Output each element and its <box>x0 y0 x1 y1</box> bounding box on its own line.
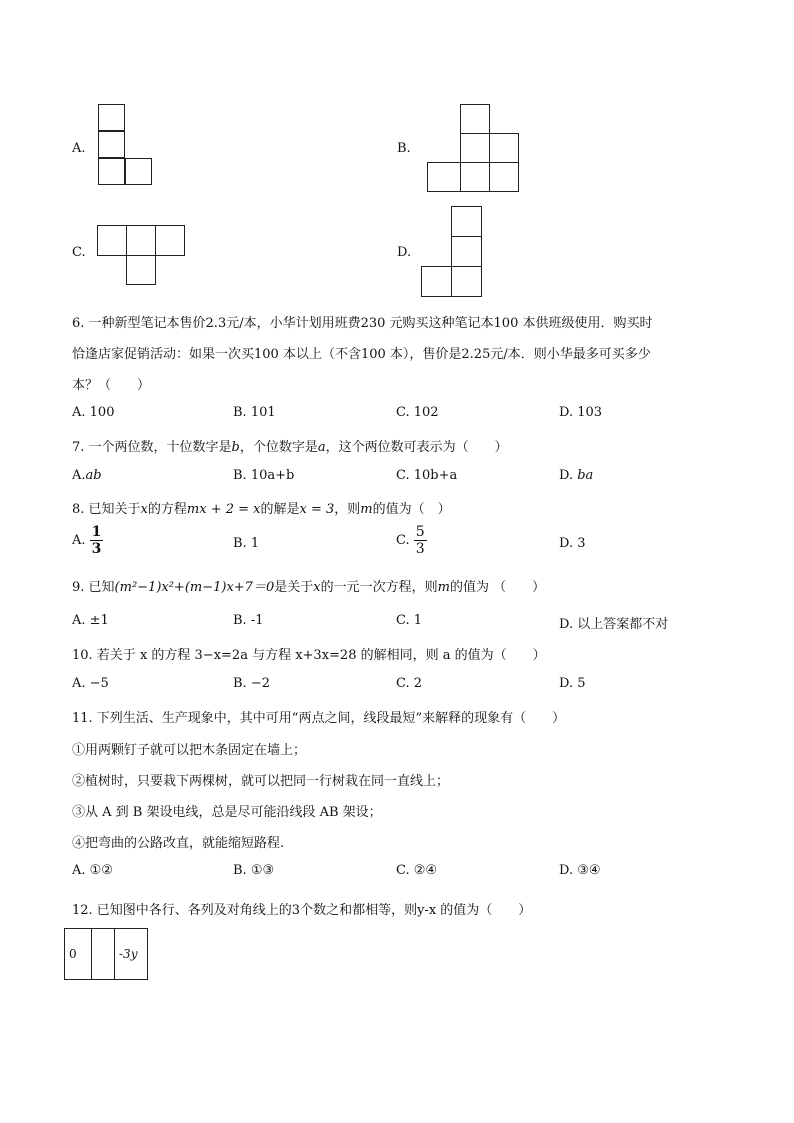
net-square <box>451 266 482 297</box>
question-12-stem: 12. 已知图中各行、各列及对角线上的3个数之和都相等，则y-x 的值为（ ） <box>72 903 532 918</box>
net-square <box>98 158 125 185</box>
option-a: A. −5 <box>72 676 109 691</box>
option-c: C. 1 <box>396 613 423 628</box>
option-a: A. ±1 <box>72 613 109 628</box>
option-value: ba <box>577 468 594 483</box>
option-b: B. 101 <box>233 405 276 420</box>
net-square <box>97 225 127 256</box>
grid-cell: -3y <box>115 929 148 980</box>
option-c: C. ②④ <box>396 863 438 878</box>
stem-text: ，个位数字是 <box>239 440 318 455</box>
option-d <box>559 468 593 483</box>
solution: x = 3 <box>299 502 335 517</box>
net-square <box>155 225 185 256</box>
option-prefix: A. <box>72 468 86 483</box>
net-square <box>126 255 156 285</box>
option-c: C. 2 <box>396 676 423 691</box>
variable-m: m <box>437 580 450 595</box>
option-label-c: C. <box>72 245 86 260</box>
stem-text: 8. 已知关于 <box>72 502 141 517</box>
option-d: D. 3 <box>559 536 586 551</box>
option-a: A. 100 <box>72 405 115 420</box>
net-square <box>451 206 482 237</box>
net-square <box>489 162 519 192</box>
question-9-stem <box>72 576 545 595</box>
grid-row <box>65 929 148 980</box>
option-label-d: D. <box>397 245 412 260</box>
statement-4: ④把弯曲的公路改直，就能缩短路程. <box>72 836 285 851</box>
statement-1: ①用两颗钉子就可以把木条固定在墙上； <box>72 743 307 758</box>
variable-x: x <box>313 580 321 595</box>
option-b: B. −2 <box>233 676 270 691</box>
stem-text: 的一元一次方程，则 <box>320 580 438 595</box>
stem-text: 的方程 <box>147 502 187 517</box>
option-label-b: B. <box>397 141 411 156</box>
net-square <box>421 266 452 297</box>
fraction <box>414 524 427 557</box>
option-d: D. 以上答案都不对 <box>559 617 669 632</box>
stem-text: ，则 <box>334 502 361 517</box>
variable-a: a <box>317 440 326 455</box>
equation: (m²−1)x²+(m−1)x+7＝0 <box>114 580 275 595</box>
grid-cell: 0 <box>65 929 92 980</box>
option-value: ab <box>85 468 102 483</box>
net-square <box>125 158 152 185</box>
option-prefix: A. <box>72 533 86 548</box>
equation: mx + 2 = x <box>186 502 261 517</box>
question-7-stem <box>72 436 508 455</box>
variable-x: x <box>140 502 148 517</box>
option-prefix: D. <box>559 468 574 483</box>
net-square <box>489 133 519 163</box>
net-square <box>98 104 125 131</box>
stem-text: 的解是 <box>260 502 300 517</box>
denominator: 3 <box>91 541 102 557</box>
stem-text: ，这个两位数可表示为（ ） <box>325 440 508 455</box>
stem-text: 的值为（ ） <box>372 502 451 517</box>
option-c: C. 10b+a <box>396 468 458 483</box>
option-b: B. -1 <box>233 613 264 628</box>
option-a <box>72 524 103 557</box>
option-d: D. 5 <box>559 676 586 691</box>
question-10-stem: 10. 若关于 x 的方程 3−x=2a 与方程 x+3x=28 的解相同，则 a 的值为（ ） <box>72 648 546 663</box>
option-c: C. 102 <box>396 405 439 420</box>
statement-2: ②植树时，只要栽下两棵树，就可以把同一行树栽在同一直线上； <box>72 774 450 789</box>
question-6-line-1: 6. 一种新型笔记本售价2.3元/本，小华计划用班费230 元购买这种笔记本100 本供班级使用．购买时 <box>72 316 653 331</box>
statement-3: ③从 A 到 B 架设电线，总是尽可能沿线段 AB 架设； <box>72 805 382 820</box>
option-a <box>72 468 102 483</box>
question-6-line-2: 恰逢店家促销活动：如果一次买100 本以上（不含100 本），售价是2.25元/本．则小华最多可买多少 <box>72 347 651 362</box>
option-d: D. ③④ <box>559 863 601 878</box>
fraction <box>90 524 104 557</box>
option-prefix: C. <box>396 533 410 548</box>
variable-m: m <box>360 502 373 517</box>
option-c <box>396 524 427 557</box>
stem-text: 7. 一个两位数，十位数字是 <box>72 440 232 455</box>
grid-cell <box>92 929 115 980</box>
variable-b: b <box>231 440 240 455</box>
net-square <box>126 225 156 256</box>
stem-text: 的值为 （ ） <box>449 580 546 595</box>
net-square <box>451 236 482 267</box>
net-square <box>460 162 490 192</box>
net-square <box>460 104 490 134</box>
option-d: D. 103 <box>559 405 603 420</box>
question-8-stem <box>72 498 451 517</box>
option-a: A. ①② <box>72 863 113 878</box>
stem-text: 是关于 <box>274 580 314 595</box>
net-square <box>98 131 125 158</box>
option-b: B. 1 <box>233 536 260 551</box>
question-6-line-3: 本？（ ） <box>72 378 151 393</box>
option-b: B. ①③ <box>233 863 275 878</box>
net-square <box>427 162 461 192</box>
net-square <box>460 133 490 163</box>
option-b: B. 10a+b <box>233 468 295 483</box>
question-11-stem: 11. 下列生活、生产现象中，其中可用“两点之间，线段最短”来解释的现象有（ ） <box>72 711 566 726</box>
stem-text: 9. 已知 <box>72 580 115 595</box>
denominator: 3 <box>415 541 425 557</box>
numerator: 1 <box>91 524 102 540</box>
option-label-a: A. <box>72 141 86 156</box>
numerator: 5 <box>415 524 425 540</box>
magic-square-grid <box>64 928 148 980</box>
